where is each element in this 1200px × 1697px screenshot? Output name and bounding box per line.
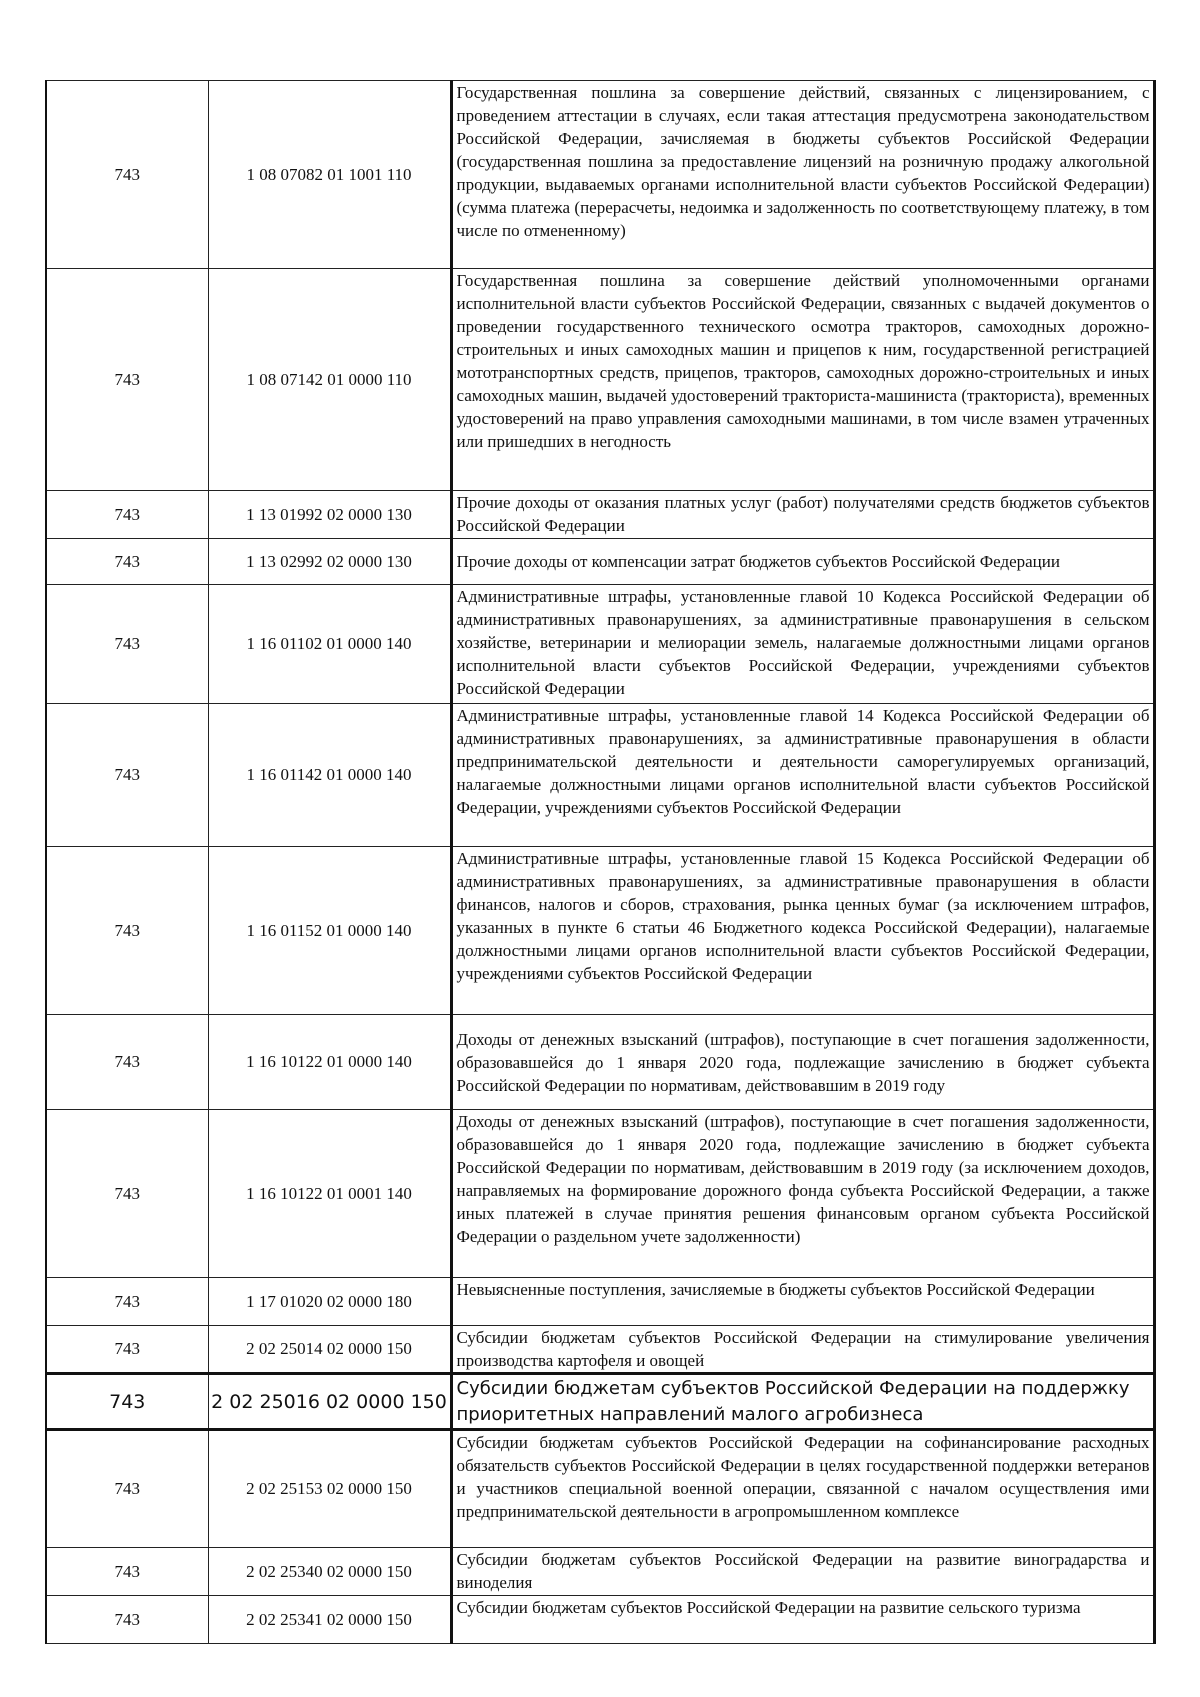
admin-code-cell: 743 <box>46 539 208 585</box>
revenue-codes-table <box>45 80 1156 1644</box>
admin-code-cell: 743 <box>46 491 208 539</box>
admin-code-cell: 743 <box>46 1548 208 1596</box>
kbk-code-cell: 1 16 10122 01 0001 140 <box>208 1110 451 1278</box>
kbk-code-cell: 1 17 01020 02 0000 180 <box>208 1278 451 1326</box>
kbk-code-cell: 2 02 25016 02 0000 150 <box>208 1374 451 1430</box>
description-cell: Субсидии бюджетам субъектов Российской Федерации на софинансирование расходных обязательств субъектов Российской Федерации в целях государственной поддержки ветеранов и участников специальной военной операции, связанной с началом осуществления ими предпринимательской деятельности в агропромышленном комплексе <box>451 1430 1154 1548</box>
admin-code-cell: 743 <box>46 1278 208 1326</box>
admin-code-cell: 743 <box>46 269 208 491</box>
document-page <box>45 80 1153 1644</box>
kbk-code-cell: 1 08 07142 01 0000 110 <box>208 269 451 491</box>
description-cell: Государственная пошлина за совершение действий, связанных с лицензированием, с проведением аттестации в случаях, если такая аттестация предусмотрена законодательством Российской Федерации, зачисляемая в бюджеты субъектов Российской Федерации (государственная пошлина за предоставление лицензий на розничную продажу алкогольной продукции, выдаваемых органами исполнительной власти субъектов Российской Федерации) (сумма платежа (перерасчеты, недоимка и задолженность по соответствующему платежу, в том числе по отмененному) <box>451 81 1154 269</box>
description-cell: Административные штрафы, установленные главой 10 Кодекса Российской Федерации об административных правонарушениях, за административные правонарушения в сельском хозяйстве, ветеринарии и мелиорации земель, налагаемые должностными лицами органов исполнительной власти субъектов Российской Федерации, учреждениями субъектов Российской Федерации <box>451 585 1154 704</box>
description-cell: Государственная пошлина за совершение действий уполномоченными органами исполнительной власти субъектов Российской Федерации, связанных с выдачей документов о проведении государственного технического осмотра тракторов, самоходных дорожно-строительных и иных самоходных машин и прицепов к ним, государственной регистрацией мототранспортных средств, прицепов, тракторов, самоходных дорожно-строительных и иных самоходных машин, выдачей удостоверений тракториста-машиниста (тракториста), временных удостоверений на право управления самоходными машинами, в том числе взамен утраченных или пришедших в негодность <box>451 269 1154 491</box>
kbk-code-cell: 2 02 25340 02 0000 150 <box>208 1548 451 1596</box>
description-cell: Прочие доходы от оказания платных услуг (работ) получателями средств бюджетов субъектов Российской Федерации <box>451 491 1154 539</box>
kbk-code-cell: 1 13 01992 02 0000 130 <box>208 491 451 539</box>
kbk-code-cell: 1 16 01152 01 0000 140 <box>208 847 451 1015</box>
admin-code-cell: 743 <box>46 1015 208 1110</box>
table-row <box>46 1110 1154 1278</box>
kbk-code-cell: 1 16 10122 01 0000 140 <box>208 1015 451 1110</box>
description-cell: Доходы от денежных взысканий (штрафов), поступающие в счет погашения задолженности, образовавшейся до 1 января 2020 года, подлежащие зачислению в бюджет субъекта Российской Федерации по нормативам, действовавшим в 2019 году <box>451 1015 1154 1110</box>
kbk-code-cell: 2 02 25153 02 0000 150 <box>208 1430 451 1548</box>
table-row <box>46 81 1154 269</box>
table-row <box>46 1430 1154 1548</box>
admin-code-cell: 743 <box>46 704 208 847</box>
kbk-code-cell: 1 08 07082 01 1001 110 <box>208 81 451 269</box>
description-cell: Прочие доходы от компенсации затрат бюджетов субъектов Российской Федерации <box>451 539 1154 585</box>
admin-code-cell: 743 <box>46 1596 208 1644</box>
description-cell: Административные штрафы, установленные главой 15 Кодекса Российской Федерации об административных правонарушениях, за административные правонарушения в области финансов, налогов и сборов, страхования, рынка ценных бумаг (за исключением штрафов, указанных в пункте 6 статьи 46 Бюджетного кодекса Российской Федерации), налагаемые должностными лицами органов исполнительной власти субъектов Российской Федерации, учреждениями субъектов Российской Федерации <box>451 847 1154 1015</box>
table-row <box>46 539 1154 585</box>
kbk-code-cell: 1 13 02992 02 0000 130 <box>208 539 451 585</box>
admin-code-cell: 743 <box>46 81 208 269</box>
kbk-code-cell: 2 02 25014 02 0000 150 <box>208 1326 451 1374</box>
description-cell: Субсидии бюджетам субъектов Российской Федерации на развитие виноградарства и виноделия <box>451 1548 1154 1596</box>
table-row <box>46 585 1154 704</box>
description-cell: Субсидии бюджетам субъектов Российской Федерации на развитие сельского туризма <box>451 1596 1154 1644</box>
admin-code-cell: 743 <box>46 1374 208 1430</box>
table-row <box>46 1326 1154 1374</box>
admin-code-cell: 743 <box>46 1110 208 1278</box>
admin-code-cell: 743 <box>46 585 208 704</box>
table-row <box>46 1015 1154 1110</box>
admin-code-cell: 743 <box>46 1430 208 1548</box>
description-cell: Доходы от денежных взысканий (штрафов), поступающие в счет погашения задолженности, образовавшейся до 1 января 2020 года, подлежащие зачислению в бюджет субъекта Российской Федерации по нормативам, действовавшим в 2019 году (за исключением доходов, направляемых на формирование дорожного фонда субъекта Российской Федерации, а также иных платежей в случае принятия решения финансовым органом субъекта Российской Федерации о раздельном учете задолженности) <box>451 1110 1154 1278</box>
kbk-code-cell: 2 02 25341 02 0000 150 <box>208 1596 451 1644</box>
kbk-code-cell: 1 16 01142 01 0000 140 <box>208 704 451 847</box>
table-row <box>46 704 1154 847</box>
table-row <box>46 491 1154 539</box>
table-row <box>46 1548 1154 1596</box>
description-cell: Административные штрафы, установленные главой 14 Кодекса Российской Федерации об административных правонарушениях, за административные правонарушения в области предпринимательской деятельности и деятельности саморегулируемых организаций, налагаемые должностными лицами органов исполнительной власти субъектов Российской Федерации, учреждениями субъектов Российской Федерации <box>451 704 1154 847</box>
table-row <box>46 269 1154 491</box>
table-row <box>46 1374 1154 1430</box>
admin-code-cell: 743 <box>46 847 208 1015</box>
admin-code-cell: 743 <box>46 1326 208 1374</box>
table-row <box>46 1596 1154 1644</box>
kbk-code-cell: 1 16 01102 01 0000 140 <box>208 585 451 704</box>
table-row <box>46 1278 1154 1326</box>
description-cell: Субсидии бюджетам субъектов Российской Федерации на стимулирование увеличения производства картофеля и овощей <box>451 1326 1154 1374</box>
description-cell: Субсидии бюджетам субъектов Российской Федерации на поддержку приоритетных направлений малого агробизнеса <box>451 1374 1154 1430</box>
table-row <box>46 847 1154 1015</box>
description-cell: Невыясненные поступления, зачисляемые в бюджеты субъектов Российской Федерации <box>451 1278 1154 1326</box>
